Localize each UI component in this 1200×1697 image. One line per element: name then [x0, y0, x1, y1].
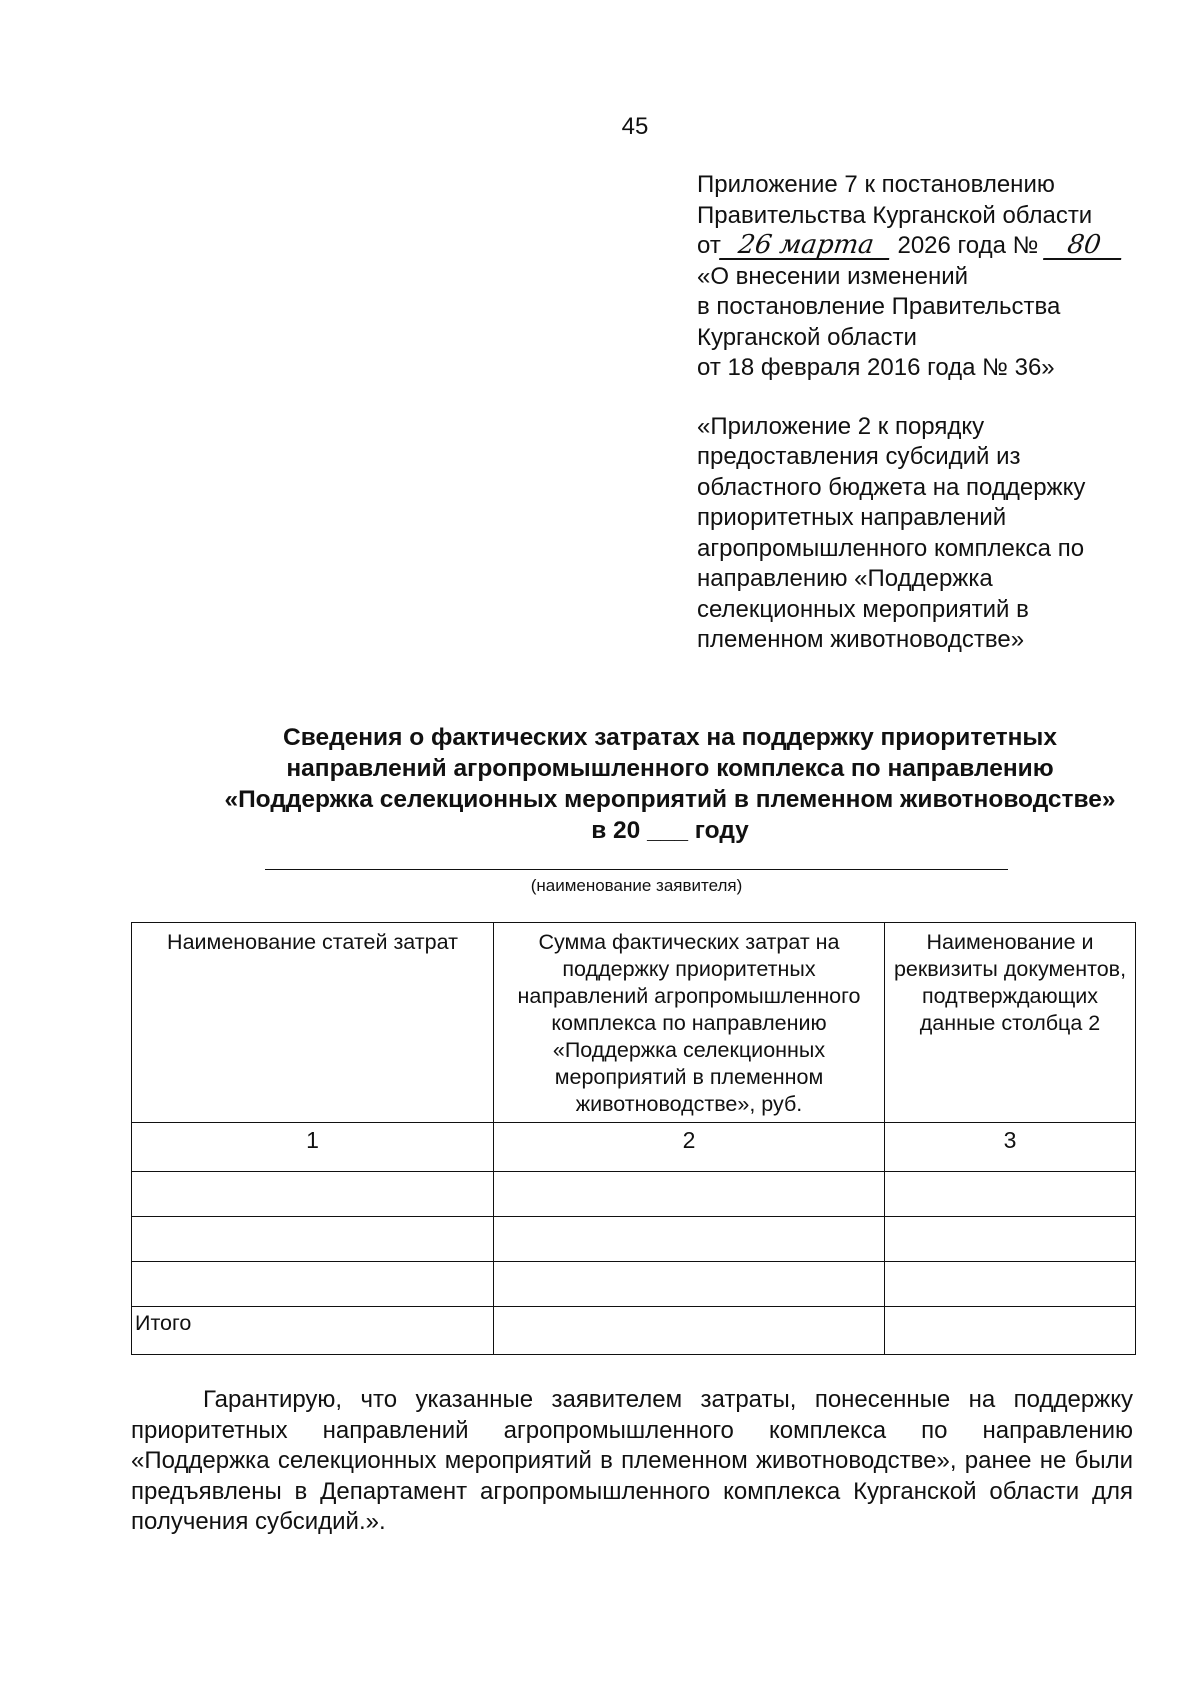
table-row: [132, 1217, 1136, 1262]
total-row: [132, 1307, 1136, 1355]
appendix-date-line: [697, 231, 1167, 262]
table-cell[interactable]: [885, 1172, 1136, 1217]
appendix-line: Правительства Курганской области: [697, 201, 1093, 229]
annex-line: «Приложение 2 к порядку: [697, 412, 985, 440]
table-cell[interactable]: [885, 1262, 1136, 1307]
heading-line: «Поддержка селекционных мероприятий в племенном животноводстве»: [224, 786, 1116, 813]
annex-line: агропромышленного комплекса по: [697, 534, 1085, 562]
header-documents: Наименование и реквизиты документов, подтверждающих данные столбца 2: [885, 923, 1136, 1123]
table-row: [132, 1172, 1136, 1217]
heading-line: Сведения о фактических затратах на поддержку приоритетных: [283, 724, 1057, 751]
column-number: 1: [132, 1123, 494, 1172]
appendix-block: [697, 170, 1167, 656]
header-cost-items: Наименование статей затрат: [132, 923, 494, 1123]
appendix-line: Приложение 7 к постановлению: [697, 171, 1055, 198]
date-prefix: от: [697, 232, 721, 259]
costs-table: [131, 922, 1136, 1355]
column-number: 3: [885, 1123, 1136, 1172]
handwritten-number: 80: [1043, 232, 1125, 260]
handwritten-date: 26 марта: [719, 232, 893, 260]
guarantee-paragraph: Гарантирую, что указанные заявителем затраты, понесенные на поддержку приоритетных направлений агропромышленного комплекса по направлению «Поддержка селекционных мероприятий в племенном животноводстве», ранее не были предъявлены в Департамент агропромышленного комплекса Курганской области для получения субсидий.».: [131, 1386, 1133, 1535]
appendix-line: «О внесении изменений: [697, 262, 969, 290]
table-cell[interactable]: [132, 1217, 494, 1262]
table-header-row: [132, 923, 1136, 1123]
date-year: 2026 года №: [897, 232, 1039, 259]
applicant-caption: (наименование заявителя): [530, 876, 743, 895]
header-actual-sum: Сумма фактических затрат на поддержку приоритетных направлений агропромышленного комплекса по направлению «Поддержка селекционных мероприятий в племенном животноводстве», руб.: [494, 923, 885, 1123]
table-cell[interactable]: [132, 1172, 494, 1217]
column-number-row: [132, 1123, 1136, 1172]
page-number: 45: [621, 113, 649, 140]
table-cell[interactable]: [494, 1172, 885, 1217]
heading-line: в 20 ___ году: [591, 817, 749, 844]
annex-line: племенном животноводстве»: [697, 626, 1025, 653]
appendix-line: в постановление Правительства: [697, 293, 1061, 320]
annex-line: предоставления субсидий из: [697, 443, 1021, 470]
spacer: [697, 384, 1167, 412]
total-cell[interactable]: [494, 1307, 885, 1355]
table-cell[interactable]: [885, 1217, 1136, 1262]
document-heading: [140, 722, 1200, 846]
table-cell[interactable]: [494, 1217, 885, 1262]
column-number: 2: [494, 1123, 885, 1172]
annex-line: направлению «Поддержка: [697, 565, 993, 592]
heading-line: направлений агропромышленного комплекса по направлению: [286, 755, 1054, 782]
appendix-line: от 18 февраля 2016 года № 36»: [697, 354, 1055, 381]
table-row: [132, 1262, 1136, 1307]
annex-line: областного бюджета на поддержку: [697, 473, 1086, 501]
appendix-line: Курганской области: [697, 323, 917, 351]
applicant-name-line[interactable]: [265, 869, 1008, 870]
annex-line: приоритетных направлений: [697, 504, 1007, 531]
total-label: Итого: [132, 1307, 494, 1355]
annex-line: селекционных мероприятий в: [697, 595, 1029, 623]
table-cell[interactable]: [494, 1262, 885, 1307]
table-cell[interactable]: [132, 1262, 494, 1307]
total-cell[interactable]: [885, 1307, 1136, 1355]
